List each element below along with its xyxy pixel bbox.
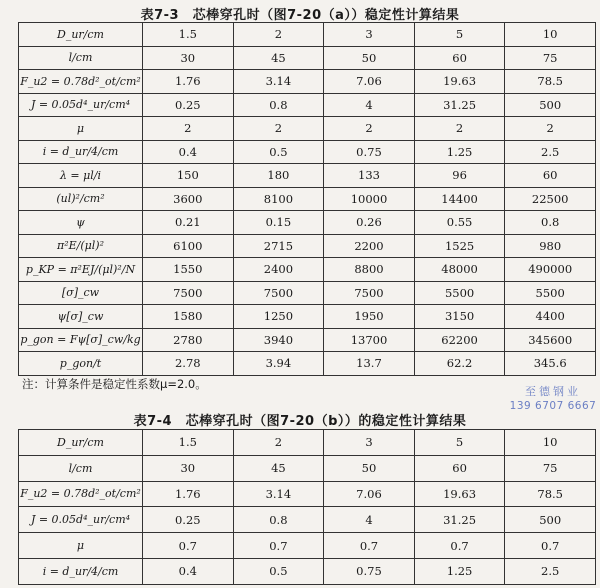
table-cell: 2.5 [505,140,596,164]
row-label: i = d_ur/4/cm [19,558,143,584]
table-row [19,187,596,211]
table-cell: 3600 [143,187,234,211]
table-cell: 980 [505,234,596,258]
table-cell: 13700 [324,328,415,352]
table-cell: 10000 [324,187,415,211]
table-cell: 0.7 [233,533,324,559]
table-cell: 31.25 [414,93,505,117]
row-label: J = 0.05d⁴_ur/cm⁴ [19,507,143,533]
table-cell: 1950 [324,305,415,329]
row-label: p_KP = π²EJ/(μl)²/N [19,258,143,282]
table-cell: 5 [414,23,505,47]
table-cell: 50 [324,455,415,481]
table-cell: 0.7 [414,533,505,559]
table-row [19,117,596,141]
table-row [19,46,596,70]
row-label: l/cm [19,46,143,70]
table-cell: 8800 [324,258,415,282]
table-cell: 0.15 [233,211,324,235]
table-cell: 30 [143,455,234,481]
row-label: p_gon/t [19,352,143,376]
table-cell: 7500 [233,281,324,305]
table-cell: 5500 [505,281,596,305]
table-cell: 500 [505,507,596,533]
table-row [19,507,596,533]
table-cell: 7.06 [324,70,415,94]
table-cell: 3 [324,430,415,456]
table-row [19,430,596,456]
table-cell: 180 [233,164,324,188]
table-cell: 19.63 [414,481,505,507]
table1 [18,22,596,376]
table-cell: 2 [233,117,324,141]
table-row [19,558,596,584]
table-cell: 1.76 [143,481,234,507]
table-cell: 1.76 [143,70,234,94]
table-cell: 60 [505,164,596,188]
table-cell: 3940 [233,328,324,352]
table-row [19,258,596,282]
table-row [19,281,596,305]
table-cell: 78.5 [505,481,596,507]
table-cell: 1.5 [143,430,234,456]
table-cell: 6100 [143,234,234,258]
table-cell: 0.5 [233,140,324,164]
row-label: μ [19,533,143,559]
table-cell: 345600 [505,328,596,352]
table-cell: 1580 [143,305,234,329]
stamp-phone: 139 6707 6667 [509,400,597,412]
table-cell: 48000 [414,258,505,282]
table-row [19,481,596,507]
table-cell: 0.7 [143,533,234,559]
row-label: J = 0.05d⁴_ur/cm⁴ [19,93,143,117]
table-cell: 2.78 [143,352,234,376]
row-label: p_gon = Fψ[σ]_cw/kg [19,328,143,352]
table-cell: 2780 [143,328,234,352]
table-cell: 0.25 [143,507,234,533]
table-cell: 0.7 [505,533,596,559]
table-cell: 45 [233,455,324,481]
table-cell: 14400 [414,187,505,211]
table-cell: 5500 [414,281,505,305]
table-row [19,455,596,481]
table-cell: 7.06 [324,481,415,507]
table-cell: 0.4 [143,558,234,584]
table-cell: 4 [324,93,415,117]
table-cell: 2 [143,117,234,141]
table-cell: 150 [143,164,234,188]
table-cell: 0.8 [505,211,596,235]
table-cell: 0.55 [414,211,505,235]
table-cell: 3.14 [233,481,324,507]
table1-title: 表7-3 芯棒穿孔时（图7-20（a））稳定性计算结果 [140,8,460,23]
table-cell: 2 [505,117,596,141]
table-cell: 2 [233,23,324,47]
table-cell: 62.2 [414,352,505,376]
table-cell: 8100 [233,187,324,211]
table-cell: 0.75 [324,558,415,584]
table-cell: 1525 [414,234,505,258]
table-cell: 50 [324,46,415,70]
table-cell: 3.14 [233,70,324,94]
table-cell: 0.8 [233,93,324,117]
table-cell: 1550 [143,258,234,282]
table-cell: 3150 [414,305,505,329]
table-cell: 0.21 [143,211,234,235]
table-row [19,164,596,188]
row-label: F_u2 = 0.78d²_ot/cm² [19,481,143,507]
table-row [19,211,596,235]
table-cell: 45 [233,46,324,70]
row-label: l/cm [19,455,143,481]
table-cell: 0.75 [324,140,415,164]
table-cell: 30 [143,46,234,70]
table-cell: 62200 [414,328,505,352]
table-cell: 10 [505,23,596,47]
row-label: [σ]_cw [19,281,143,305]
table2 [18,429,596,585]
table-cell: 4400 [505,305,596,329]
table-cell: 2715 [233,234,324,258]
table-cell: 0.26 [324,211,415,235]
table-cell: 31.25 [414,507,505,533]
table-cell: 133 [324,164,415,188]
row-label: π²E/(μl)² [19,234,143,258]
table-cell: 0.25 [143,93,234,117]
table-cell: 22500 [505,187,596,211]
row-label: (ul)²/cm² [19,187,143,211]
table-cell: 0.8 [233,507,324,533]
row-label: F_u2 = 0.78d²_ot/cm² [19,70,143,94]
table-cell: 2 [414,117,505,141]
row-label: D_ur/cm [19,430,143,456]
table-row [19,70,596,94]
table-cell: 3.94 [233,352,324,376]
table-cell: 2 [233,430,324,456]
table-cell: 2400 [233,258,324,282]
row-label: ψ [19,211,143,235]
table-cell: 345.6 [505,352,596,376]
table-cell: 75 [505,455,596,481]
row-label: i = d_ur/4/cm [19,140,143,164]
table-row [19,140,596,164]
table-cell: 2200 [324,234,415,258]
table-cell: 10 [505,430,596,456]
table1-note: 注：计算条件是稳定性系数μ=2.0。 [22,377,207,391]
table-cell: 3 [324,23,415,47]
table-row [19,234,596,258]
table-row [19,328,596,352]
table-cell: 1.5 [143,23,234,47]
table-cell: 1.25 [414,558,505,584]
table-cell: 7500 [143,281,234,305]
table-row [19,93,596,117]
table-cell: 4 [324,507,415,533]
table-row [19,533,596,559]
table-cell: 75 [505,46,596,70]
table-cell: 60 [414,455,505,481]
table-cell: 13.7 [324,352,415,376]
table-cell: 78.5 [505,70,596,94]
watermark-stamp [505,385,600,413]
row-label: ψ[σ]_cw [19,305,143,329]
table-row [19,352,596,376]
table-row [19,305,596,329]
table-cell: 7500 [324,281,415,305]
row-label: μ [19,117,143,141]
table2-title: 表7-4 芯棒穿孔时（图7-20（b））的稳定性计算结果 [133,414,467,429]
table-cell: 1250 [233,305,324,329]
table-cell: 5 [414,430,505,456]
table-cell: 500 [505,93,596,117]
table-cell: 0.7 [324,533,415,559]
table-cell: 1.25 [414,140,505,164]
table-cell: 96 [414,164,505,188]
row-label: D_ur/cm [19,23,143,47]
table-cell: 490000 [505,258,596,282]
table-cell: 0.4 [143,140,234,164]
table-cell: 2.5 [505,558,596,584]
table-row [19,23,596,47]
row-label: λ = μl/i [19,164,143,188]
table-cell: 60 [414,46,505,70]
stamp-company: 至德钢业 [525,385,581,398]
table-cell: 2 [324,117,415,141]
table-cell: 0.5 [233,558,324,584]
table-cell: 19.63 [414,70,505,94]
